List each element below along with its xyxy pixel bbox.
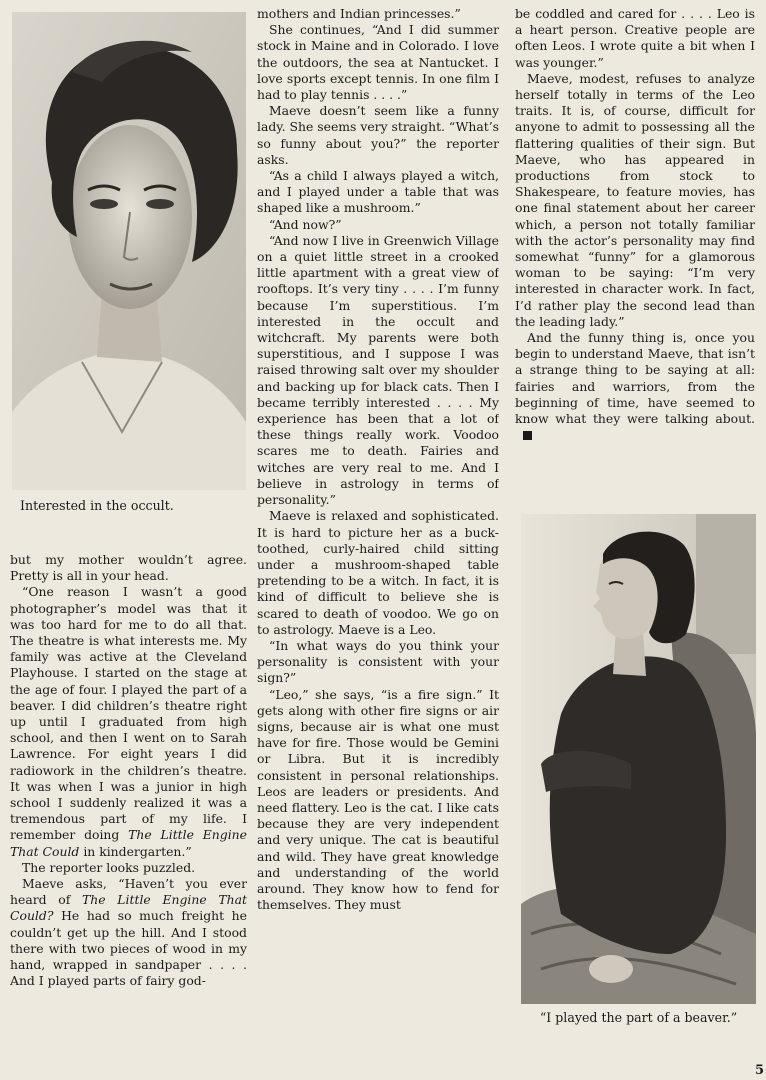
seated-photo [521, 514, 756, 1004]
paragraph: mothers and Indian princesses.” [257, 6, 461, 21]
paragraph: Maeve asks, “Haven’t you ever heard of The Little Engine That Could? He had so much freight he couldn’t get up the hill. And I stood there with two pieces of wood in my hand, wrapped in sandpaper . . . . And I played parts of fairy god- [10, 876, 247, 989]
article-column-3 [515, 6, 755, 500]
article-column-1 [10, 552, 247, 1078]
paragraph: She continues, “And I did summer stock in Maine and in Colorado. I love the outdoors, the sea at Nantucket. I love sports except tennis. In one film I had to play tennis . . . .” [257, 22, 499, 103]
paragraph: Maeve is relaxed and sophisticated. It is hard to picture her as a buck-toothed, curly-haired child sitting under a mushroom-shaped table pretending to be a witch. In fact, it is kind of difficult to believe she is scared to death of voodoo. We go on to astrology. Maeve is a Leo. [257, 508, 499, 637]
portrait-photo [12, 12, 246, 490]
paragraph: The reporter looks puzzled. [22, 859, 196, 875]
seated-image [521, 514, 756, 1004]
portrait-caption: Interested in the occult. [20, 498, 174, 513]
paragraph: Maeve doesn’t seem like a funny lady. She seems very straight. “What’s so funny about you?” the reporter asks. [257, 103, 499, 167]
paragraph: be coddled and cared for . . . . Leo is a heart person. Creative people are often Leos. I wrote quite a bit when I was younger.” [515, 6, 755, 70]
paragraph: And the funny thing is, once you begin to understand Maeve, that isn’t a strange thing to be saying at all: fairies and warriors, from the beginning of time, have seemed to know what they were talking about. [515, 330, 755, 443]
paragraph: “And now I live in Greenwich Village on a quiet little street in a crooked little apartment with a great view of rooftops. It’s very tiny . . . . I’m funny because I’m superstitious. I’m interested in the occult and witchcraft. My parents were both superstitious, and I suppose I was raised throwing salt over my shoulder and backing up for black cats. Then I became terribly interested . . . . My experience has been that a lot of these things really work. Voodoo scares me to death. Fairies and witches are very real to me. And I believe in astrology in terms of personality.” [257, 232, 499, 508]
paragraph: “One reason I wasn’t a good photographer’s model was that it was too hard for me to do all that. The theatre is what interests me. My family was active at the Cleveland Playhouse. I started on the stage at the age of four. I played the part of a beaver. I did children’s theatre right up until I graduated from high school, and then I went on to Sarah Lawrence. For eight years I did radiowork in the children’s theatre. It was when I was a junior in high school I suddenly realized it was a tremendous part of my life. I remember doing The Little Engine That Could in kindergarten.” [10, 584, 247, 859]
paragraph: Maeve, modest, refuses to analyze herself totally in terms of the Leo traits. It is, of course, difficult for anyone to admit to possessing all the flattering qualities of their sign. But Maeve, who has appeared in productions from stock to Shakespeare, to feature movies, has one final statement about her career which, a person not totally familiar with the actor’s personality may find somewhat “funny” for a glamorous woman to be saying: “I’m very interested in character work. In fact, I’d rather play the second lead than the leading lady.” [515, 70, 755, 329]
portrait-image [12, 12, 246, 490]
book-title: The Little Engine That Could [10, 827, 247, 859]
paragraph: “In what ways do you think your personality is consistent with your sign?” [257, 637, 499, 686]
paragraph: but my mother wouldn’t agree. Pretty is all in your head. [10, 552, 247, 584]
paragraph: “And now?” [269, 216, 342, 232]
paragraph: “Leo,” she says, “is a fire sign.” It gets along with other fire signs or air signs, because air is what one must have for fire. Those would be Gemini or Libra. But it is incredibly consistent in personal relationships. Leos are leaders or presidents. And need flattery. Leo is the cat. I like cats because they are very independent and very unique. The cat is beautiful and wild. They have great knowledge and understanding of the world around. They know how to fend for themselves. They must [257, 686, 499, 913]
paragraph: “As a child I always played a witch, and I played under a table that was shaped like a mushroom.” [257, 168, 499, 216]
book-title: The Little Engine That Could? [10, 892, 247, 924]
end-of-article-mark [523, 431, 532, 440]
seated-caption: “I played the part of a beaver.” [539, 1010, 738, 1025]
article-column-2 [257, 6, 499, 1078]
page-number: 5 [754, 1063, 764, 1078]
